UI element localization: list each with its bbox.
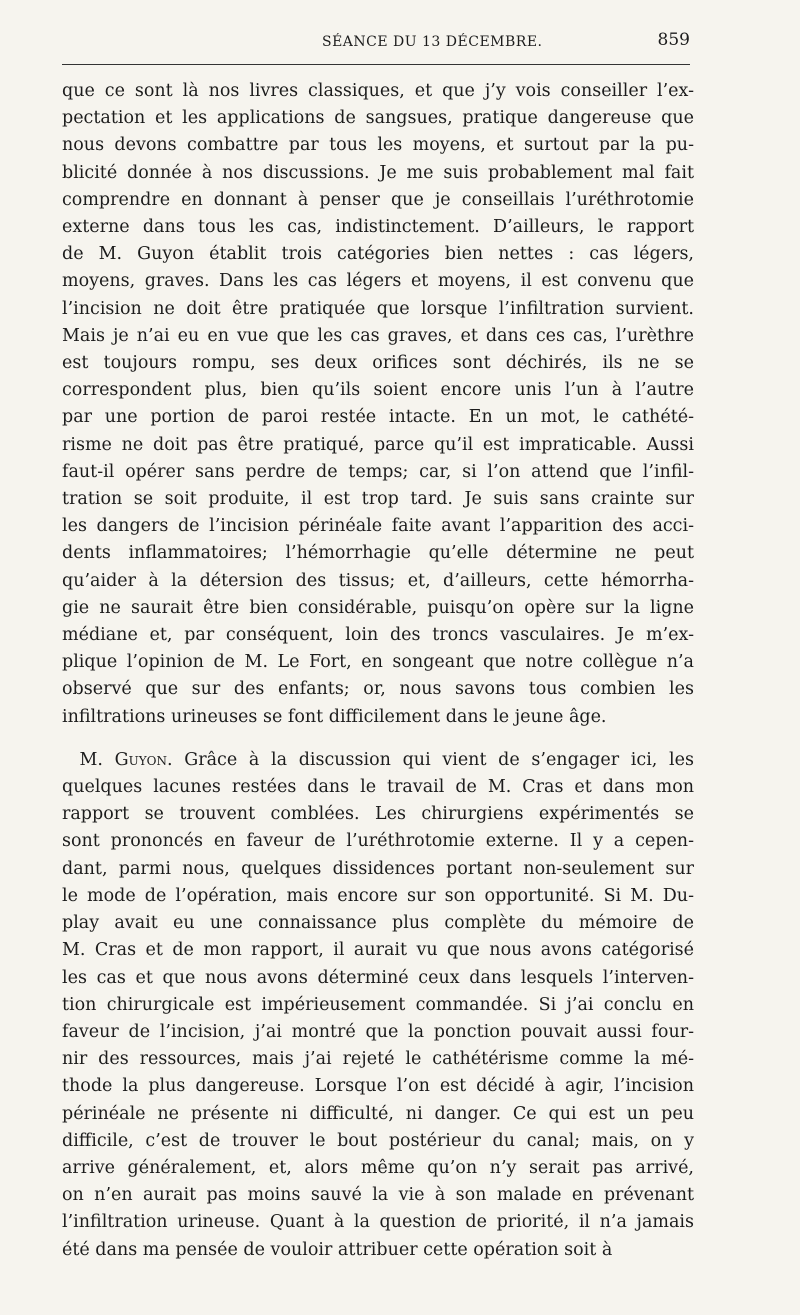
text-line: médiane et, par conséquent, loin des troncs vasculaires. Je m’ex- <box>62 625 694 646</box>
text-line: moyens, graves. Dans les cas légers et moyens, il est convenu que <box>62 271 694 292</box>
text-line: externe dans tous les cas, indistinctement. D’ailleurs, le rapport <box>62 217 694 238</box>
text-line: Mais je n’ai eu en vue que les cas graves, et dans ces cas, l’urèthre <box>62 325 694 346</box>
text-line: nir des ressources, mais j’ai rejeté le cathétérisme comme la mé- <box>62 1049 694 1070</box>
text-line: rapport se trouvent comblées. Les chirurgiens expérimentés se <box>62 804 694 825</box>
text-line: risme ne doit pas être pratiqué, parce qu’il est impraticable. Aussi <box>62 434 694 455</box>
text-line: play avait eu une connaissance plus complète du mémoire de <box>62 913 694 934</box>
text-line: infiltrations urineuses se font difficilement dans le jeune âge. <box>62 706 607 727</box>
text-line: gie ne saurait être bien considérable, puisqu’on opère sur la ligne <box>62 597 694 618</box>
text-line: qu’aider à la détersion des tissus; et, d’ailleurs, cette hémorrha- <box>62 570 694 591</box>
text-line: été dans ma pensée de vouloir attribuer cette opération soit à <box>62 1239 613 1260</box>
text-line: est toujours rompu, ses deux orifices sont déchirés, ils ne se <box>62 353 694 374</box>
page-number: 859 <box>657 30 690 50</box>
page-header <box>62 28 690 65</box>
paragraph-guyon <box>62 747 694 1264</box>
text-line: quelques lacunes restées dans le travail de M. Cras et dans mon <box>62 777 694 798</box>
text-line: le mode de l’opération, mais encore sur son opportunité. Si M. Du- <box>62 885 694 906</box>
text-line: dents inflammatoires; l’hémorrhagie qu’elle détermine ne peut <box>62 543 694 564</box>
text-line: sont prononcés en faveur de l’uréthrotomie externe. Il y a cepen- <box>62 831 694 852</box>
text-line: l’infiltration urineuse. Quant à la question de priorité, il n’a jamais <box>62 1212 694 1233</box>
text-line: correspondent plus, bien qu’ils soient encore unis l’un à l’autre <box>62 380 694 401</box>
text-line: faut-il opérer sans perdre de temps; car, si l’on attend que l’infil- <box>62 461 694 482</box>
text-line: plique l’opinion de M. Le Fort, en songeant que notre collègue n’a <box>62 652 694 673</box>
body-text <box>62 78 694 1264</box>
text-line: pectation et les applications de sangsues, pratique dangereuse que <box>62 108 694 129</box>
text-line <box>62 747 694 774</box>
text-line: dant, parmi nous, quelques dissidences portant non-seulement sur <box>62 858 694 879</box>
text-line: les dangers de l’incision périnéale faite avant l’apparition des acci- <box>62 516 694 537</box>
text-line: les cas et que nous avons déterminé ceux dans lesquels l’interven- <box>62 967 694 988</box>
text-line: observé que sur des enfants; or, nous savons tous combien les <box>62 679 694 700</box>
text-line: difficile, c’est de trouver le bout postérieur du canal; mais, on y <box>62 1130 694 1151</box>
paragraph-guyon-reply-context <box>62 78 694 731</box>
text-line: périnéale ne présente ni difficulté, ni danger. Ce qui est un peu <box>62 1103 694 1124</box>
text-line: thode la plus dangereuse. Lorsque l’on est décidé à agir, l’incision <box>62 1076 694 1097</box>
text-line: que ce sont là nos livres classiques, et que j’y vois conseiller l’ex- <box>62 81 694 101</box>
text-line: comprendre en donnant à penser que je conseillais l’uréthrotomie <box>62 189 694 210</box>
text-line: de M. Guyon établit trois catégories bien nettes : cas légers, <box>62 244 694 265</box>
text-line-rest: Grâce à la discussion qui vient de s’engager ici, les <box>184 749 694 770</box>
text-line: tration se soit produite, il est trop tard. Je suis sans crainte sur <box>62 489 694 510</box>
speaker-name: M. Guyon. <box>79 749 173 770</box>
text-line: par une portion de paroi restée intacte. En un mot, le cathété- <box>62 407 694 428</box>
text-line: tion chirurgicale est impérieusement commandée. Si j’ai conclu en <box>62 994 694 1015</box>
text-line: nous devons combattre par tous les moyens, et surtout par la pu- <box>62 135 694 156</box>
text-line: M. Cras et de mon rapport, il aurait vu que nous avons catégorisé <box>62 940 694 961</box>
text-line: on n’en aurait pas moins sauvé la vie à son malade en prévenant <box>62 1185 694 1206</box>
text-line: faveur de l’incision, j’ai montré que la ponction pouvait aussi four- <box>62 1021 694 1042</box>
running-head: SÉANCE DU 13 DÉCEMBRE. <box>322 34 543 50</box>
text-line: blicité donnée à nos discussions. Je me suis probablement mal fait <box>62 162 694 183</box>
text-line: arrive généralement, et, alors même qu’on n’y serait pas arrivé, <box>62 1157 694 1178</box>
text-line: l’incision ne doit être pratiquée que lorsque l’infiltration survient. <box>62 298 694 319</box>
